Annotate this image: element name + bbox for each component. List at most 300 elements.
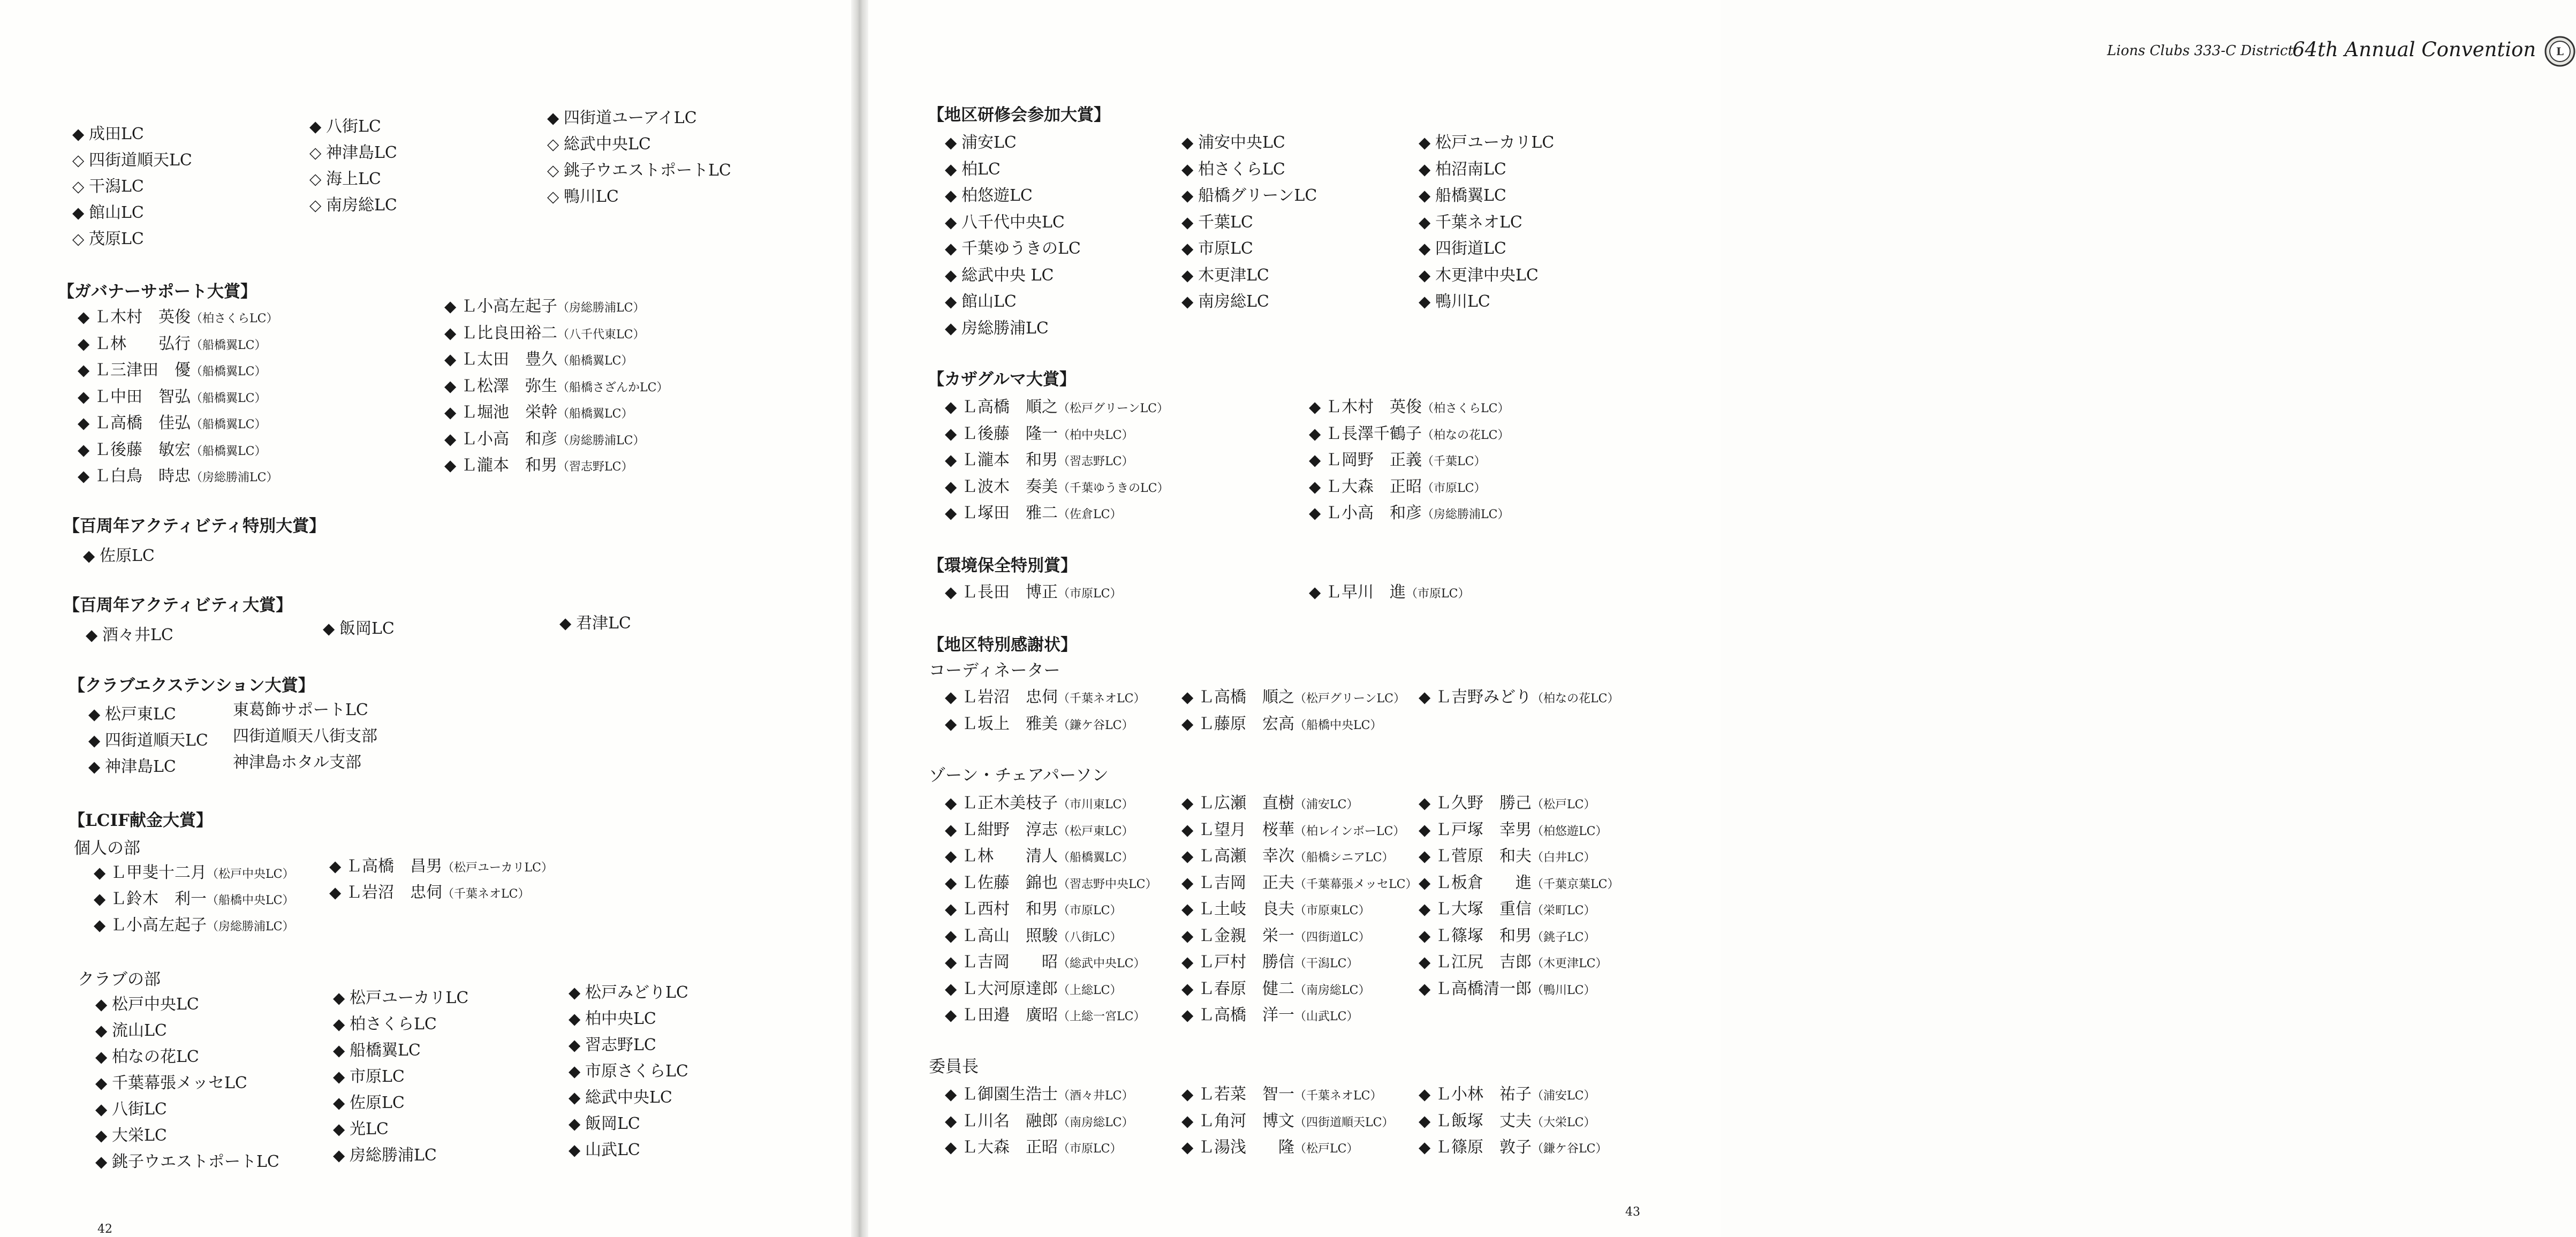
member-affiliation: （船橋翼LC） [191, 418, 267, 431]
filled-diamond-icon: ◆ [86, 626, 98, 644]
club-entry [83, 548, 155, 564]
member-name: Ｌ白鳥 時忠 [94, 467, 191, 485]
member-affiliation: （柏さくらLC） [191, 312, 278, 325]
member-name: Ｌ藤原 宏高 [1198, 714, 1294, 733]
club-name: 酒々井LC [102, 626, 173, 644]
club-entry [1419, 135, 1554, 151]
member-affiliation: （房総勝浦LC） [1422, 508, 1510, 521]
filled-diamond-icon: ◆ [945, 186, 957, 204]
member-entry [1309, 399, 1509, 415]
filled-diamond-icon: ◆ [1181, 714, 1194, 733]
section-title-district-thanks: 【地区特別感謝状】 [928, 635, 1077, 655]
member-entry [444, 352, 633, 368]
member-name: Ｌ菅原 和夫 [1435, 847, 1532, 866]
club-name: 神津島LC [105, 757, 176, 776]
member-name: Ｌ太田 豊久 [461, 350, 557, 369]
club-name: 海上LC [326, 170, 381, 188]
member-affiliation: （習志野LC） [557, 460, 633, 474]
filled-diamond-icon: ◆ [1181, 847, 1194, 865]
filled-diamond-icon: ◆ [95, 1126, 108, 1144]
member-name: Ｌ小林 祐子 [1435, 1085, 1532, 1104]
member-affiliation: （松戸東LC） [1058, 824, 1134, 838]
member-entry [1419, 822, 1607, 838]
member-name: Ｌ高瀬 幸次 [1198, 847, 1294, 866]
member-name: Ｌ瀧本 和男 [461, 456, 557, 475]
filled-diamond-icon: ◆ [945, 900, 957, 918]
branch-name: 神津島ホタル支部 [233, 753, 361, 772]
club-name: 総武中央 LC [961, 265, 1054, 285]
open-diamond-icon: ◇ [547, 161, 559, 179]
filled-diamond-icon: ◆ [569, 1114, 581, 1133]
filled-diamond-icon: ◆ [945, 714, 957, 733]
club-entry [309, 198, 397, 214]
section-title-environment: 【環境保全特別賞】 [928, 556, 1077, 575]
member-entry [945, 689, 1145, 705]
club-entry [333, 1043, 421, 1059]
member-affiliation: （総武中央LC） [1058, 957, 1146, 970]
member-entry [1181, 716, 1382, 732]
member-name: Ｌ佐藤 錦也 [961, 873, 1058, 892]
member-entry [1309, 452, 1486, 468]
club-name: 総武中央LC [585, 1088, 672, 1107]
member-entry [945, 981, 1122, 997]
filled-diamond-icon: ◆ [1419, 926, 1431, 945]
member-name: Ｌ広瀬 直樹 [1198, 794, 1294, 813]
filled-diamond-icon: ◆ [1181, 186, 1194, 204]
filled-diamond-icon: ◆ [323, 619, 335, 638]
club-name: 房総勝浦LC [350, 1146, 437, 1165]
club-name: 柏さくらLC [1198, 160, 1285, 179]
member-affiliation: （房総勝浦LC） [557, 301, 645, 315]
filled-diamond-icon: ◆ [78, 440, 90, 459]
club-name: 松戸ユーカリLC [350, 989, 469, 1007]
club-entry [569, 1037, 656, 1053]
member-affiliation: （船橋翼LC） [1058, 851, 1134, 864]
club-name: 銚子ウエストポートLC [564, 161, 731, 180]
club-name: 柏なの花LC [112, 1048, 199, 1066]
filled-diamond-icon: ◆ [945, 477, 957, 496]
club-entry [1419, 162, 1506, 178]
club-entry [95, 1075, 247, 1091]
member-name: Ｌ小高 和彦 [1325, 504, 1422, 522]
club-name: 四街道順天LC [105, 731, 208, 750]
filled-diamond-icon: ◆ [1181, 953, 1194, 971]
filled-diamond-icon: ◆ [78, 467, 90, 485]
member-name: Ｌ岩沼 忠伺 [346, 883, 442, 902]
member-entry [94, 891, 294, 907]
filled-diamond-icon: ◆ [1181, 239, 1194, 257]
filled-diamond-icon: ◆ [333, 1120, 345, 1138]
filled-diamond-icon: ◆ [1181, 160, 1194, 178]
filled-diamond-icon: ◆ [1419, 186, 1431, 204]
member-affiliation: （柏なの花LC） [1422, 428, 1510, 442]
club-name: 市原LC [350, 1067, 405, 1086]
filled-diamond-icon: ◆ [1309, 504, 1321, 522]
filled-diamond-icon: ◆ [72, 125, 85, 143]
member-entry [78, 362, 266, 378]
member-affiliation: （銚子LC） [1532, 930, 1596, 944]
member-affiliation: （松戸LC） [1532, 798, 1596, 811]
member-name: Ｌ田邉 廣昭 [961, 1006, 1058, 1024]
club-entry [333, 990, 468, 1006]
member-name: Ｌ高橋 順之 [1198, 688, 1294, 707]
member-entry [945, 426, 1133, 442]
member-affiliation: （習志野LC） [1058, 455, 1134, 468]
club-entry [1419, 215, 1522, 231]
member-name: Ｌ金親 栄一 [1198, 926, 1294, 945]
member-entry [945, 1007, 1145, 1023]
club-entry [333, 1121, 389, 1137]
section-title-centennial: 【百周年アクティビティ大賞】 [63, 596, 293, 615]
club-name: 千葉幕張メッセLC [112, 1074, 247, 1092]
club-entry [569, 1090, 672, 1106]
filled-diamond-icon: ◆ [88, 731, 101, 749]
member-entry [1181, 822, 1405, 838]
member-entry [444, 378, 668, 394]
member-entry [444, 299, 645, 315]
filled-diamond-icon: ◆ [945, 979, 957, 998]
member-affiliation: （房総勝浦LC） [557, 434, 645, 447]
filled-diamond-icon: ◆ [945, 239, 957, 257]
club-entry [333, 1095, 405, 1111]
club-division-label: クラブの部 [78, 970, 161, 989]
member-affiliation: （市川東LC） [1058, 798, 1134, 811]
club-name: 松戸ユーカリLC [1435, 133, 1555, 152]
member-entry [94, 865, 294, 881]
filled-diamond-icon: ◆ [1419, 133, 1431, 151]
svg-text:L: L [2556, 45, 2564, 58]
member-affiliation: （柏なの花LC） [1532, 692, 1619, 705]
club-entry [1181, 241, 1253, 257]
member-affiliation: （上総LC） [1058, 983, 1122, 997]
section-title-centennial-special: 【百周年アクティビティ特別大賞】 [63, 517, 326, 536]
club-entry [72, 126, 144, 142]
member-affiliation: （松戸グリーンLC） [1294, 692, 1406, 705]
filled-diamond-icon: ◆ [945, 847, 957, 865]
club-name: 房総勝浦LC [961, 318, 1049, 338]
club-name: 柏沼南LC [1435, 160, 1506, 179]
club-entry [333, 1069, 405, 1085]
member-name: Ｌ湯浅 隆 [1198, 1138, 1294, 1157]
member-name: Ｌ長澤千鶴子 [1325, 424, 1422, 443]
club-name: 四街道順天LC [89, 151, 192, 170]
member-affiliation: （船橋翼LC） [191, 338, 267, 352]
member-entry [1419, 848, 1595, 864]
member-entry [945, 479, 1169, 495]
member-affiliation: （大栄LC） [1532, 1115, 1596, 1129]
member-entry [1181, 1140, 1358, 1156]
filled-diamond-icon: ◆ [945, 424, 957, 443]
filled-diamond-icon: ◆ [1181, 1006, 1194, 1024]
filled-diamond-icon: ◆ [1181, 213, 1194, 231]
member-entry [1309, 585, 1469, 601]
member-entry [1181, 901, 1370, 917]
filled-diamond-icon: ◆ [1181, 1085, 1194, 1103]
member-affiliation: （房総勝浦LC） [207, 920, 294, 934]
member-entry [1181, 1113, 1393, 1129]
member-entry [78, 415, 266, 431]
filled-diamond-icon: ◆ [945, 213, 957, 231]
filled-diamond-icon: ◆ [333, 1015, 345, 1033]
member-name: Ｌ江尻 吉郎 [1435, 953, 1532, 972]
filled-diamond-icon: ◆ [547, 109, 559, 127]
filled-diamond-icon: ◆ [1419, 688, 1431, 706]
member-name: Ｌ大森 正昭 [1325, 477, 1422, 496]
member-affiliation: （船橋翼LC） [191, 444, 267, 458]
filled-diamond-icon: ◆ [1181, 133, 1194, 151]
member-entry [945, 901, 1122, 917]
club-name: 総武中央LC [564, 135, 651, 154]
club-entry [95, 1023, 167, 1039]
member-entry [1419, 875, 1619, 891]
filled-diamond-icon: ◆ [569, 1010, 581, 1028]
club-name: 鴨川LC [1435, 292, 1490, 311]
member-name: Ｌ紺野 淳志 [961, 820, 1058, 839]
club-entry [569, 1142, 640, 1158]
club-name: 四街道ユーアイLC [564, 109, 697, 127]
club-entry [559, 616, 631, 632]
filled-diamond-icon: ◆ [1419, 794, 1431, 812]
club-entry [333, 1148, 437, 1164]
member-entry [1419, 795, 1595, 811]
filled-diamond-icon: ◆ [444, 323, 457, 342]
club-name: 浦安LC [961, 133, 1017, 152]
member-entry [945, 795, 1133, 811]
member-name: Ｌ川名 融郎 [961, 1111, 1058, 1130]
member-affiliation: （市原LC） [1058, 587, 1122, 601]
club-entry [72, 153, 192, 169]
filled-diamond-icon: ◆ [1419, 160, 1431, 178]
member-name: Ｌ吉岡 正夫 [1198, 873, 1294, 892]
page-header [2105, 33, 2576, 71]
filled-diamond-icon: ◆ [333, 1067, 345, 1086]
club-name: 館山LC [89, 203, 144, 222]
member-name: Ｌ後藤 敏宏 [94, 440, 191, 459]
club-entry [1181, 215, 1253, 231]
club-name: 松戸東LC [105, 705, 176, 724]
member-name: Ｌ三津田 優 [94, 361, 191, 380]
filled-diamond-icon: ◆ [1181, 292, 1194, 310]
open-diamond-icon: ◇ [309, 143, 322, 162]
committee-chair-label: 委員長 [929, 1057, 979, 1076]
club-entry [1181, 294, 1269, 310]
member-entry [444, 431, 645, 447]
section-title-lcif: 【LCIF献金大賞】 [69, 811, 213, 830]
filled-diamond-icon: ◆ [333, 989, 345, 1007]
filled-diamond-icon: ◆ [569, 1088, 581, 1106]
filled-diamond-icon: ◆ [945, 926, 957, 945]
filled-diamond-icon: ◆ [444, 403, 457, 421]
filled-diamond-icon: ◆ [945, 1085, 957, 1103]
club-entry [547, 110, 697, 126]
member-name: Ｌ御園生浩士 [961, 1085, 1058, 1104]
filled-diamond-icon: ◆ [1181, 688, 1194, 706]
member-entry [1309, 426, 1509, 442]
filled-diamond-icon: ◆ [1181, 265, 1194, 284]
member-entry [945, 1113, 1133, 1129]
member-name: Ｌ角河 博文 [1198, 1111, 1294, 1130]
open-diamond-icon: ◇ [72, 177, 85, 195]
member-name: Ｌ西村 和男 [961, 900, 1058, 919]
club-name: 柏さくらLC [350, 1015, 437, 1034]
page-number: 43 [1625, 1205, 1640, 1219]
club-name: 成田LC [89, 125, 144, 143]
club-entry [569, 1064, 688, 1080]
member-entry [78, 336, 266, 352]
member-name: Ｌ大塚 重信 [1435, 900, 1532, 919]
member-entry [1181, 928, 1370, 944]
club-entry [945, 135, 1017, 151]
filled-diamond-icon: ◆ [88, 757, 101, 776]
filled-diamond-icon: ◆ [1419, 847, 1431, 865]
member-affiliation: （船橋翼LC） [557, 407, 633, 421]
member-affiliation: （市原東LC） [1294, 904, 1370, 917]
club-entry [1419, 265, 1539, 285]
member-affiliation: （習志野中央LC） [1058, 877, 1157, 891]
member-affiliation: （柏悠遊LC） [1532, 824, 1608, 838]
member-affiliation: （千葉ネオLC） [1294, 1089, 1382, 1103]
member-affiliation: （千葉ネオLC） [442, 887, 530, 901]
zone-chairperson-label: ゾーン・チェアパーソン [929, 766, 1109, 785]
club-name: 船橋翼LC [350, 1041, 421, 1060]
filled-diamond-icon: ◆ [333, 1146, 345, 1164]
member-entry [78, 309, 278, 325]
member-affiliation: （市原LC） [1422, 481, 1486, 495]
filled-diamond-icon: ◆ [945, 953, 957, 971]
club-name: 千葉LC [1198, 213, 1253, 232]
club-entry [72, 205, 144, 221]
club-name: 銚子ウエストポートLC [112, 1152, 279, 1171]
member-affiliation: （浦安LC） [1294, 798, 1359, 811]
filled-diamond-icon: ◆ [72, 203, 85, 222]
member-name: Ｌ望月 桜華 [1198, 820, 1294, 839]
filled-diamond-icon: ◆ [94, 890, 106, 908]
section-title-club-extension: 【クラブエクステンション大賞】 [69, 676, 315, 695]
filled-diamond-icon: ◆ [1419, 213, 1431, 231]
club-name: 木更津LC [1198, 265, 1269, 285]
member-entry [945, 1140, 1122, 1156]
filled-diamond-icon: ◆ [945, 398, 957, 416]
member-entry [1419, 1113, 1595, 1129]
filled-diamond-icon: ◆ [83, 547, 95, 565]
open-diamond-icon: ◇ [309, 196, 322, 214]
club-entry [1181, 188, 1317, 204]
member-entry [1181, 875, 1417, 891]
member-entry [945, 452, 1133, 468]
club-entry [945, 241, 1081, 257]
filled-diamond-icon: ◆ [1419, 239, 1431, 257]
filled-diamond-icon: ◆ [569, 983, 581, 1001]
member-affiliation: （八千代東LC） [557, 328, 645, 341]
club-name: 流山LC [112, 1021, 167, 1040]
club-name: 鴨川LC [564, 187, 619, 206]
member-entry [1419, 981, 1595, 997]
member-name: Ｌ久野 勝己 [1435, 794, 1532, 813]
club-name: 佐原LC [350, 1094, 405, 1112]
filled-diamond-icon: ◆ [945, 688, 957, 706]
filled-diamond-icon: ◆ [945, 504, 957, 522]
filled-diamond-icon: ◆ [444, 456, 457, 474]
club-entry [323, 621, 395, 637]
club-name: 松戸中央LC [112, 995, 199, 1014]
club-entry [1181, 135, 1285, 151]
member-affiliation: （船橋中央LC） [1294, 718, 1382, 732]
filled-diamond-icon: ◆ [1419, 820, 1431, 839]
member-name: Ｌ吉岡 昭 [961, 953, 1058, 972]
member-affiliation: （船橋さざんかLC） [557, 381, 669, 394]
filled-diamond-icon: ◆ [1309, 451, 1321, 469]
member-affiliation: （白井LC） [1532, 851, 1596, 864]
member-entry [945, 505, 1122, 521]
member-affiliation: （市原LC） [1406, 587, 1470, 601]
filled-diamond-icon: ◆ [95, 995, 108, 1013]
filled-diamond-icon: ◆ [945, 160, 957, 178]
club-name: 山武LC [585, 1141, 640, 1159]
member-name: Ｌ正木美枝子 [961, 794, 1058, 813]
filled-diamond-icon: ◆ [1181, 900, 1194, 918]
filled-diamond-icon: ◆ [444, 429, 457, 448]
filled-diamond-icon: ◆ [78, 361, 90, 379]
member-name: Ｌ早川 進 [1325, 583, 1406, 602]
club-entry [333, 1016, 437, 1033]
member-affiliation: （鴨川LC） [1532, 983, 1596, 997]
club-entry [309, 171, 381, 187]
member-name: Ｌ小高左起子 [461, 297, 557, 316]
member-affiliation: （上総一宮LC） [1058, 1010, 1146, 1023]
member-entry [1419, 954, 1607, 970]
lions-emblem-icon [2544, 35, 2576, 67]
club-entry [569, 985, 688, 1001]
member-name: Ｌ林 清人 [961, 847, 1058, 866]
branch-name: 東葛飾サポートLC [233, 701, 368, 719]
club-name: 四街道LC [1435, 239, 1506, 258]
filled-diamond-icon: ◆ [95, 1100, 108, 1118]
member-name: Ｌ瀧本 和男 [961, 451, 1058, 469]
member-entry [78, 442, 266, 458]
member-entry [1181, 689, 1405, 705]
member-entry [329, 859, 553, 875]
club-name: 南房総LC [326, 196, 397, 215]
filled-diamond-icon: ◆ [1419, 292, 1431, 310]
filled-diamond-icon: ◆ [444, 350, 457, 368]
member-affiliation: （千葉ゆうきのLC） [1058, 481, 1169, 495]
member-entry [945, 928, 1122, 944]
filled-diamond-icon: ◆ [1419, 979, 1431, 998]
right-page [868, 0, 2564, 1237]
member-affiliation: （山武LC） [1294, 1010, 1359, 1023]
filled-diamond-icon: ◆ [945, 583, 957, 601]
member-name: Ｌ後藤 隆一 [961, 424, 1058, 443]
member-name: Ｌ篠原 敦子 [1435, 1138, 1532, 1157]
member-entry [1419, 1140, 1607, 1156]
filled-diamond-icon: ◆ [1181, 926, 1194, 945]
club-name: 船橋グリーンLC [1198, 186, 1317, 205]
filled-diamond-icon: ◆ [945, 292, 957, 310]
member-affiliation: （南房総LC） [1058, 1115, 1134, 1129]
filled-diamond-icon: ◆ [1419, 1085, 1431, 1103]
member-name: Ｌ飯塚 丈夫 [1435, 1111, 1532, 1130]
member-entry [945, 848, 1133, 864]
club-name: 干潟LC [89, 177, 144, 196]
member-affiliation: （船橋中央LC） [207, 894, 294, 907]
branch-name: 四街道順天八街支部 [233, 727, 377, 746]
filled-diamond-icon: ◆ [444, 376, 457, 395]
member-affiliation: （鎌ケ谷LC） [1058, 718, 1134, 732]
left-page [0, 0, 851, 1237]
member-entry [1309, 479, 1486, 495]
club-name: 南房総LC [1198, 292, 1269, 311]
filled-diamond-icon: ◆ [78, 387, 90, 406]
